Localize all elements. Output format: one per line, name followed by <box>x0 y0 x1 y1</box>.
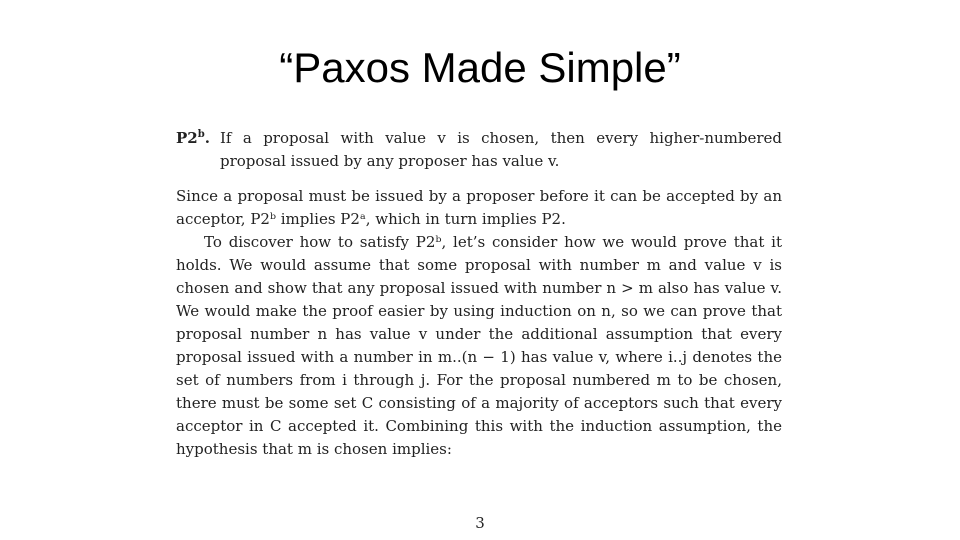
proposition-label <box>176 127 220 173</box>
proposition-p2b <box>176 127 782 173</box>
page-number: 3 <box>475 514 485 532</box>
slide-title: “Paxos Made Simple” <box>279 44 681 91</box>
proposition-label-sup: b <box>197 129 205 140</box>
proposition-label-text: P2 <box>176 129 198 147</box>
paragraph-2: To discover how to satisfy P2ᵇ, let’s consider how we would prove that it holds. We would assume that some proposal with number m and value v is chosen and show that any proposal issued with number n > m also has value v. We would make the proof easier by using induction on n, so we can prove that proposal number n has value v under the additional assumption that every proposal issued with a number in m..(n − 1) has value v, where i..j denotes the set of numbers from i through j. For the proposal numbered m to be chosen, there must be some set C consisting of a majority of acceptors such that every acceptor in C accepted it. Combining this with the induction assumption, the hypothesis that m is chosen implies: <box>176 233 782 458</box>
paper-excerpt <box>176 127 782 461</box>
paragraph-1: Since a proposal must be issued by a proposer before it can be accepted by an acceptor, P2ᵇ implies P2ᵃ, which in turn implies P2. <box>176 187 782 228</box>
proposition-text: If a proposal with value v is chosen, then every higher-numbered proposal issued by any proposer has value v. <box>220 129 782 170</box>
proposition-label-suffix: . <box>204 129 210 147</box>
